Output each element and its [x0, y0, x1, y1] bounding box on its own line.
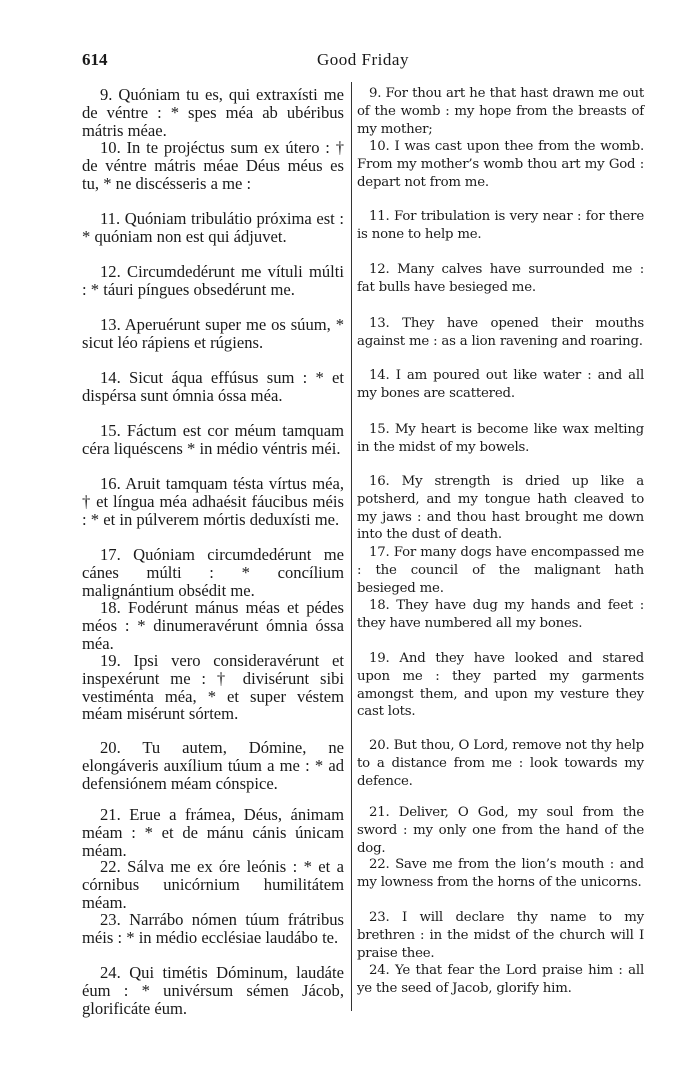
english-verse: 20. But thou, O Lord, remove not thy help to a distance from me : look towards my defence. — [357, 738, 644, 789]
latin-verse: 13. Aperuérunt super me os súum, * sicut léo rápiens et rúgiens. — [82, 315, 344, 352]
latin-verse: 19. Ipsi vero consideravérunt et inspexérunt me : † divisérunt sibi vestiménta méa, * et super véstem méam misérunt sórtem. — [82, 651, 344, 724]
page-header — [82, 50, 644, 72]
latin-verse: 10. In te projéctus sum ex útero : † de véntre mátris méae Déus méus es tu, * ne discésseris a me : — [82, 138, 344, 193]
column-divider — [351, 82, 352, 1011]
latin-verse: 16. Aruit tamquam tésta vírtus méa, † et língua méa adhaésit fáucibus méis : * et in púlverem mórtis deduxísti me. — [82, 474, 344, 529]
english-verse: 12. Many calves have surrounded me : fat bulls have besieged me. — [357, 262, 644, 295]
latin-verse: 9. Quóniam tu es, qui extraxísti me de véntre : * spes méa ab ubéribus mátris méae. — [82, 85, 344, 140]
english-verse: 22. Save me from the lion’s mouth : and my lowness from the horns of the unicorns. — [357, 857, 644, 890]
latin-verse: 24. Qui timétis Dóminum, laudáte éum : * univérsum sémen Jácob, glorificáte éum. — [82, 963, 344, 1018]
latin-verse: 17. Quóniam circumdedérunt me cánes múlti : * concílium malignántium obsédit me. — [82, 545, 344, 600]
latin-verse: 11. Quóniam tribulátio próxima est : * quóniam non est qui ádjuvet. — [82, 209, 344, 246]
english-verse: 19. And they have looked and stared upon me : they parted my garments amongst them, and upon my vesture they cast lots. — [357, 651, 644, 720]
latin-verse: 20. Tu autem, Dómine, ne elongáveris auxílium túum a me : * ad defensiónem méam cónspice. — [82, 738, 344, 793]
english-verse: 21. Deliver, O God, my soul from the sword : my only one from the hand of the dog. — [357, 805, 644, 856]
latin-verse: 12. Circumdedérunt me vítuli múlti : * táuri píngues obsedérunt me. — [82, 262, 344, 299]
english-verse: 18. They have dug my hands and feet : they have numbered all my bones. — [357, 598, 644, 631]
latin-verse: 23. Narrábo nómen túum frátribus méis : * in médio ecclésiae laudábo te. — [82, 910, 344, 947]
latin-verse: 22. Sálva me ex óre leónis : * et a córnibus unicórnium humilitátem méam. — [82, 857, 344, 912]
latin-verse: 14. Sicut áqua effúsus sum : * et dispérsa sunt ómnia óssa méa. — [82, 368, 344, 405]
latin-verse: 18. Fodérunt mánus méas et pédes méos : * dinumeravérunt ómnia óssa méa. — [82, 598, 344, 653]
english-verse: 11. For tribulation is very near : for there is none to help me. — [357, 209, 644, 242]
english-verse: 9. For thou art he that hast drawn me out of the womb : my hope from the breasts of my mother; — [357, 86, 644, 137]
english-verse: 23. I will declare thy name to my brethren : in the midst of the church will I praise thee. — [357, 910, 644, 961]
english-verse: 15. My heart is become like wax melting in the midst of my bowels. — [357, 422, 644, 455]
english-verse: 17. For many dogs have encompassed me : the council of the malignant hath besieged me. — [357, 545, 644, 596]
english-verse: 10. I was cast upon thee from the womb. From my mother’s womb thou art my God : depart not from me. — [357, 139, 644, 190]
english-verse: 16. My strength is dried up like a potsherd, and my tongue hath cleaved to my jaws : and thou hast brought me down into the dust of death. — [357, 474, 644, 543]
english-verse: 13. They have opened their mouths against me : as a lion ravening and roaring. — [357, 316, 644, 349]
page-title: Good Friday — [317, 50, 409, 69]
english-verse: 24. Ye that fear the Lord praise him : all ye the seed of Jacob, glorify him. — [357, 963, 644, 996]
english-verse: 14. I am poured out like water : and all my bones are scattered. — [357, 368, 644, 401]
page-number: 614 — [82, 50, 108, 69]
latin-verse: 15. Fáctum est cor méum tamquam céra liquéscens * in médio véntris méi. — [82, 421, 344, 458]
latin-verse: 21. Erue a frámea, Déus, ánimam méam : * et de mánu cánis únicam méam. — [82, 805, 344, 860]
